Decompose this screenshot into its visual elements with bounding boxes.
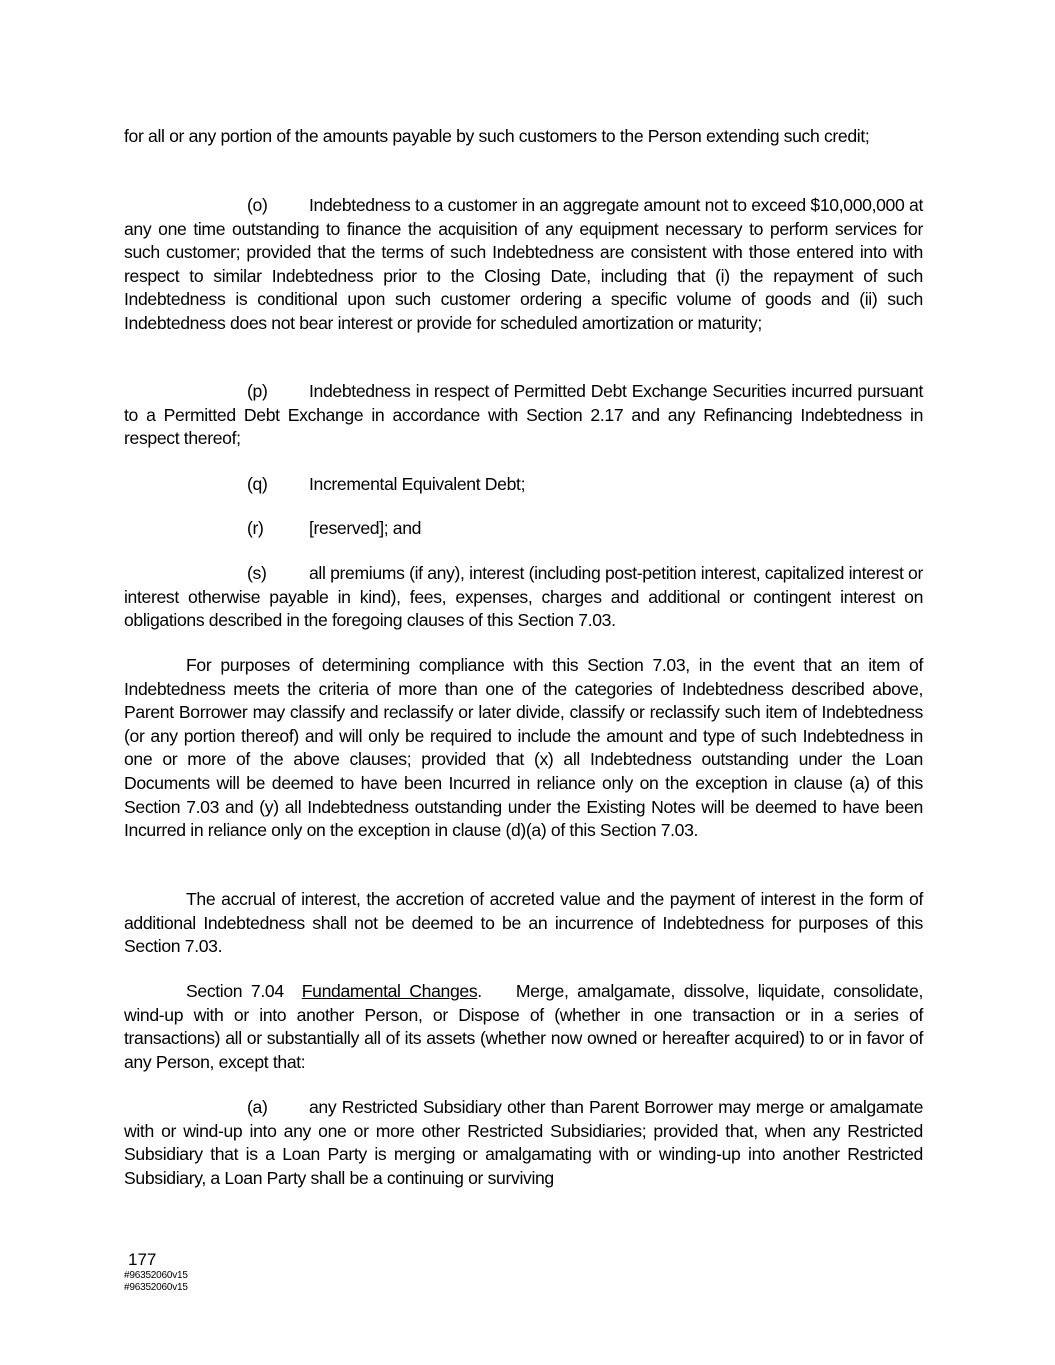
clause-s-label: (s): [247, 563, 267, 583]
clause-s-text: all premiums (if any), interest (including post-petition interest, capitalized interest or interest otherwise payable in kind), fees, expenses, charges and additional or contingent interest on obligations described in the foregoing clauses of this Section 7.03.: [124, 563, 923, 631]
clause-a: [124, 1096, 923, 1190]
clause-r-text: [reserved]; and: [309, 518, 422, 538]
section-7-04-text: Merge, amalgamate, dissolve, liquidate, consolidate, wind-up with or into another Person, or Dispose of (whether in one transaction or in a series of transactions) all or substantially all of its assets (whether now owned or hereafter acquired) to or in favor of any Person, except that:: [124, 981, 924, 1072]
clause-q-label: (q): [247, 474, 268, 494]
paragraph-credit-continuation: [124, 125, 923, 149]
page-number: 177: [128, 1250, 157, 1269]
clause-a-text: any Restricted Subsidiary other than Parent Borrower may merge or amalgamate with or wind-up into any one or more other Restricted Subsidiaries; provided that, when any Restricted Subsidiary that is a Loan Party is merging or amalgamating with or winding-up into another Restricted Subsidiary, a Loan Party shall be a continuing or surviving: [124, 1097, 923, 1188]
paragraph-accrual: [124, 888, 923, 959]
paragraph-purposes-text: For purposes of determining compliance with this Section 7.03, in the event that an item of Indebtedness meets the criteria of more than one of the categories of Indebtedness described above, Parent Borrower may classify and reclassify or later divide, classify or reclassify such item of Indebtedness (or any portion thereof) and will only be required to include the amount and type of such Indebtedness in one or more of the above clauses; provided that (x) all Indebtedness outstanding under the Loan Documents will be deemed to have been Incurred in reliance only on the exception in clause (a) of this Section 7.03 and (y) all Indebtedness outstanding under the Existing Notes will be deemed to have been Incurred in reliance only on the exception in clause (d)(a) of this Section 7.03.: [124, 655, 923, 841]
clause-o-text: Indebtedness to a customer in an aggregate amount not to exceed $10,000,000 at any one time outstanding to finance the acquisition of any equipment necessary to perform services for such customer; provided that the terms of such Indebtedness are consistent with those entered into with respect to similar Indebtedness prior to the Closing Date, including that (i) the repayment of such Indebtedness is conditional upon such customer ordering a specific volume of goods and (ii) such Indebtedness does not bear interest or provide for scheduled amortization or maturity;: [124, 195, 923, 333]
section-7-04-title-end: .: [477, 981, 482, 1001]
document-id-duplicate: #96352060v15: [124, 1282, 188, 1293]
paragraph-text: for all or any portion of the amounts payable by such customers to the Person extending such credit;: [124, 126, 870, 146]
document-id: #96352060v15: [124, 1270, 188, 1281]
clause-q: [247, 473, 525, 497]
section-7-04-title: Fundamental Changes: [301, 981, 478, 1001]
section-7-04-number: Section 7.04: [186, 981, 284, 1001]
clause-o: [124, 194, 923, 336]
section-7-04: [124, 980, 923, 1074]
clause-p-text: Indebtedness in respect of Permitted Debt Exchange Securities incurred pursuant to a Permitted Debt Exchange in accordance with Section 2.17 and any Refinancing Indebtedness in respect thereof;: [124, 381, 923, 449]
clause-p: [124, 380, 923, 451]
clause-p-label: (p): [247, 381, 268, 401]
page-footer: [124, 1250, 188, 1294]
clause-r: [247, 517, 421, 541]
clause-a-label: (a): [247, 1097, 268, 1117]
clause-q-text: Incremental Equivalent Debt;: [309, 474, 526, 494]
clause-o-label: (o): [247, 195, 268, 215]
clause-s: [124, 562, 923, 633]
paragraph-accrual-text: The accrual of interest, the accretion of accreted value and the payment of interest in the form of additional Indebtedness shall not be deemed to be an incurrence of Indebtedness for purposes of this Section 7.03.: [124, 889, 923, 957]
paragraph-purposes: [124, 654, 923, 843]
clause-r-label: (r): [247, 518, 264, 538]
